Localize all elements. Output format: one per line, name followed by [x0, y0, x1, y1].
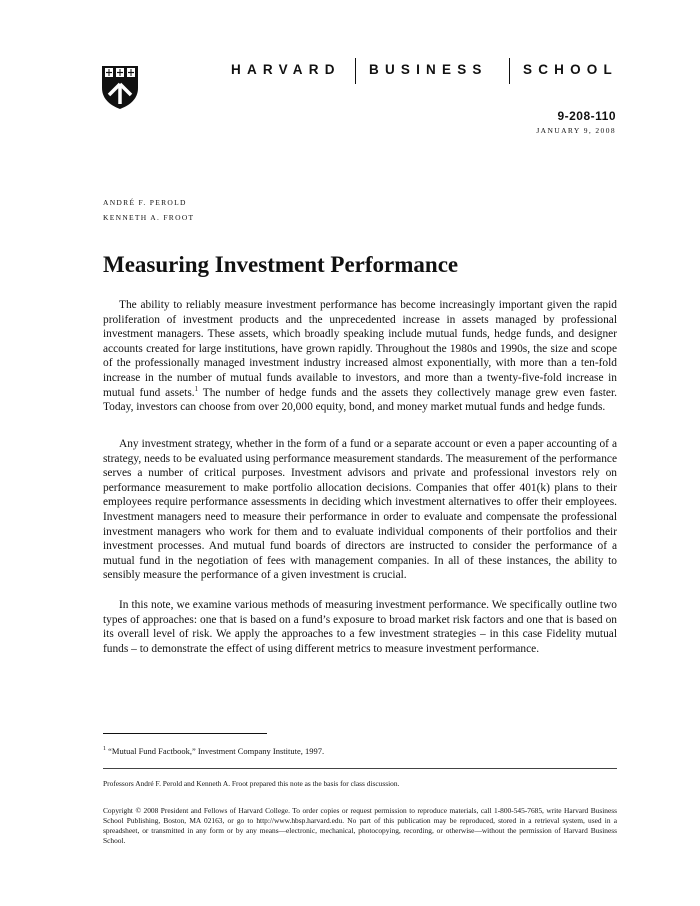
- paragraph-2: Any investment strategy, whether in the form of a fund or a separate account or even a paper accounting of a strategy, needs to be evaluated using performance measurement standards. The measurement of the performance serves a number of critical purposes. Investment advisors and private and professional investors rely on performance measurement to make portfolio allocation decisions. Companies that offer 401(k) plans to their employees require performance assessments in deciding which investment alternatives to offer their employees. Investment managers need to measure their performance in order to evaluate and compensate the professional investment managers who work for them and to evaluate individual components of their portfolios and their investment processes. And mutual fund boards of directors are instructed to consider the performance of a mutual fund in the negotiation of fees with management companies. In all of these instances, the ability to sensibly measure the performance of a given investment is crucial.: [103, 438, 617, 582]
- case-number: 9-208-110: [557, 109, 616, 123]
- footnote-mark: 1: [103, 746, 106, 753]
- author-2: KENNETH A. FROOT: [103, 213, 195, 222]
- case-date: JANUARY 9, 2008: [536, 126, 616, 135]
- hbs-shield-icon: [100, 64, 140, 110]
- paragraph-1: [103, 298, 617, 415]
- paragraph-3: In this note, we examine various methods of measuring investment performance. We specifically outline two types of approaches: one that is based on a fund’s exposure to broad market risk factors and one that is based on its overall level of risk. We apply the approaches to a few investment strategies – in this case Fidelity mutual funds – to demonstrate the effect of using different metrics to measure investment performance.: [103, 599, 617, 655]
- footer-separator: [103, 768, 617, 769]
- copyright-notice: Copyright © 2008 President and Fellows of Harvard College. To order copies or request permission to reproduce materials, call 1-800-545-7685, write Harvard Business School Publishing, Boston, MA 02163, or go to http://www.hbsp.harvard.edu. No part of this publication may be reproduced, stored in a retrieval system, used in a spreadsheet, or transmitted in any form or by any means—electronic, mechanical, photocopying, recording, or otherwise—without the permission of Harvard Business School.: [103, 806, 617, 845]
- header-divider: [355, 58, 356, 84]
- author-1: ANDRÉ F. PEROLD: [103, 198, 187, 207]
- paragraph-1-text: The ability to reliably measure investment performance has become increasingly important given the rapid proliferation of investment products and the unprecedented increase in assets managed by professional investment managers. These assets, which broadly speaking include mutual funds, hedge funds, and designer accounts created for large institutions, have grown rapidly. Throughout the 1980s and 1990s, the size and scope of the professionally managed investment industry increased almost exponentially, with more than a ten-fold increase in the number of mutual funds available to investors, and more than a twenty-five-fold increase in mutual fund assets.: [103, 299, 617, 399]
- footnote-separator: [103, 733, 267, 734]
- institution-name: [231, 62, 619, 82]
- footnote-reference: 1: [194, 384, 199, 393]
- prepared-note: Professors André F. Perold and Kenneth A. Froot prepared this note as the basis for class discussion.: [103, 779, 400, 788]
- institution-word-school: SCHOOL: [523, 62, 618, 77]
- footnote-text: “Mutual Fund Factbook,” Investment Company Institute, 1997.: [106, 746, 325, 756]
- institution-word-harvard: HARVARD: [231, 62, 341, 77]
- header-divider: [509, 58, 510, 84]
- institution-word-business: BUSINESS: [369, 62, 488, 77]
- document-title: Measuring Investment Performance: [103, 252, 459, 277]
- footnote: [103, 746, 324, 756]
- paragraph-1-tail: The number of hedge funds and the assets they collectively manage grew even faster. Today, investors can choose from over 20,000 equity, bond, and money market mutual funds and hedge funds.: [103, 386, 617, 414]
